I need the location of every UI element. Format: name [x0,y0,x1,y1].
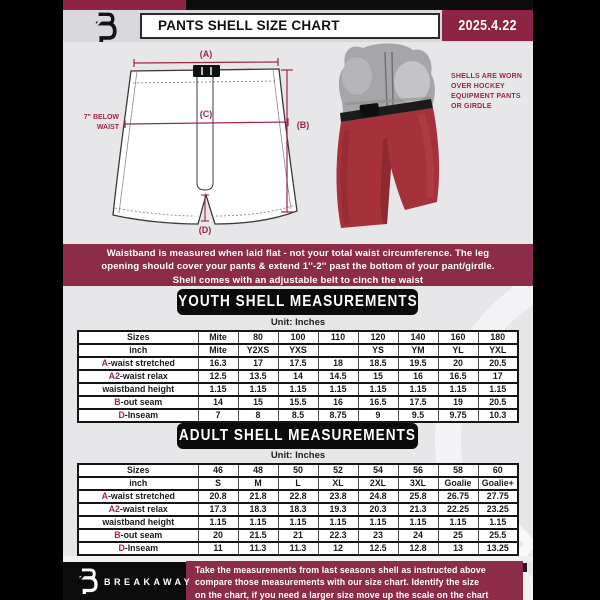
cell: 20.8 [198,490,238,503]
cell: 20 [198,529,238,542]
caption-line: SHELLS ARE WORN [451,73,523,80]
row-label-prefix: A [101,358,108,368]
cell: 58 [438,464,478,477]
cell: 20.5 [478,357,518,370]
row-label: B-out seam [78,529,198,542]
table-row [78,529,518,542]
cell: 50 [278,464,318,477]
cell: YXL [478,344,518,357]
youth-heading-text: YOUTH SHELL MEASUREMENTS [177,293,418,310]
row-label-prefix: A2 [108,371,120,381]
table-row [78,516,518,529]
cell: 20.5 [478,396,518,409]
cell: YL [438,344,478,357]
cell: 8.5 [278,409,318,422]
cell: 12.8 [398,542,438,555]
cell: L [278,477,318,490]
date-text: 2025.4.22 [458,17,517,34]
cell: 16 [318,396,358,409]
cell: 27.75 [478,490,518,503]
cell: 25.8 [398,490,438,503]
cell: Mite [198,331,238,344]
cell: 1.15 [478,516,518,529]
cell: 25.5 [478,529,518,542]
cell: 17.5 [398,396,438,409]
row-label: A2-waist relax [78,370,198,383]
cell: 25 [438,529,478,542]
cell: 13.25 [478,542,518,555]
cell: 48 [238,464,278,477]
row-label-prefix: B [114,397,121,407]
cell: 9.75 [438,409,478,422]
cell: 180 [478,331,518,344]
cell: 22.3 [318,529,358,542]
cell: 9.5 [398,409,438,422]
table-row [78,477,518,490]
cell: 15.5 [278,396,318,409]
cell: 80 [238,331,278,344]
cell: 1.15 [358,383,398,396]
label-a: (A) [199,49,213,59]
row-label: inch [78,344,198,357]
cell: 12 [318,542,358,555]
banner-line: opening should cover your pants & extend 1''-2'' past the bottom of your pant/girdle. [101,261,495,273]
row-label: Sizes [78,464,198,477]
table-row [78,409,518,422]
cell: XL [318,477,358,490]
cell: 1.15 [198,383,238,396]
row-label-prefix: A2 [108,504,120,514]
measure-line-a [134,62,278,63]
top-bar-accent [63,0,186,10]
table-row [78,542,518,555]
cell: 17.5 [278,357,318,370]
row-label: D-Inseam [78,409,198,422]
adult-heading-text: ADULT SHELL MEASUREMENTS [178,427,417,444]
cell: YM [398,344,438,357]
cell: 11 [198,542,238,555]
cell: 17 [478,370,518,383]
caption-line: OR GIRDLE [451,103,492,110]
cell: Mite [198,344,238,357]
cell: 52 [318,464,358,477]
cell: 16.5 [358,396,398,409]
cell: 21.5 [238,529,278,542]
table-row [78,464,518,477]
cell: 22.8 [278,490,318,503]
cell: 16.5 [438,370,478,383]
label-c: (C) [199,109,213,119]
waist-note-line2: WAIST [96,124,119,131]
cell: 17.3 [198,503,238,516]
cell: 12.5 [358,542,398,555]
row-label-prefix: D [118,543,125,553]
row-label: A-waist stretched [78,357,198,370]
cell: 12.5 [198,370,238,383]
cell: YXS [278,344,318,357]
cell: 24.8 [358,490,398,503]
cell: 1.15 [398,516,438,529]
cell: 100 [278,331,318,344]
waist-note-line1: 7" BELOW [83,114,119,121]
cell: 17 [238,357,278,370]
cell: 1.15 [398,383,438,396]
cell: 1.15 [478,383,518,396]
row-label: Sizes [78,331,198,344]
table-row [78,331,518,344]
caption-line: OVER HOCKEY [451,83,505,90]
cell: 140 [398,331,438,344]
table-row [78,357,518,370]
cell: 24 [398,529,438,542]
cell: 9 [358,409,398,422]
banner-line: Waistband is measured when laid flat - not your total waist circumference. The leg [106,248,490,259]
cell: 15 [358,370,398,383]
cell: 7 [198,409,238,422]
row-label: B-out seam [78,396,198,409]
banner-line: Shell comes with an adjustable belt to cinch the waist [172,274,424,286]
table-row [78,490,518,503]
cell: 3XL [398,477,438,490]
cell: 15 [238,396,278,409]
cell: 16 [398,370,438,383]
row-label: inch [78,477,198,490]
row-label-prefix: D [118,410,125,420]
cell: 8.75 [318,409,358,422]
cell: 46 [198,464,238,477]
cell: 21.8 [238,490,278,503]
cell: 21 [278,529,318,542]
cell: 23.8 [318,490,358,503]
cell: 11.3 [278,542,318,555]
cell: 1.15 [358,516,398,529]
table-row [78,344,518,357]
cell: 14 [198,396,238,409]
brand-wordmark: BREAKAWAY [104,577,194,587]
cell: Goalie [438,477,478,490]
cell: 13 [438,542,478,555]
label-d: (D) [198,225,212,235]
cell: 14.5 [318,370,358,383]
cell: 56 [398,464,438,477]
label-b: (B) [296,120,310,130]
cell: 16.3 [198,357,238,370]
cell: 10.3 [478,409,518,422]
cell: 20.3 [358,503,398,516]
cell: 8 [238,409,278,422]
cell: 54 [358,464,398,477]
cell: 18.3 [238,503,278,516]
adult-measurements-table [77,463,519,556]
cell: 2XL [358,477,398,490]
caption-line: EQUIPMENT PANTS [451,93,521,100]
cell: 13.5 [238,370,278,383]
youth-unit-label: Unit: Inches [270,317,326,328]
cell: 160 [438,331,478,344]
waistband-note-banner [63,244,533,286]
cell: 1.15 [198,516,238,529]
size-chart-page [63,0,533,600]
belt-buckle [193,65,220,77]
breakaway-logo-icon [84,11,126,42]
cell: 14 [278,370,318,383]
cell: 1.15 [318,383,358,396]
row-label: waistband height [78,516,198,529]
footer-line: on the chart, if you need a larger size move up the scale on the chart [195,589,489,600]
row-label: A2-waist relax [78,503,198,516]
cell: 20 [438,357,478,370]
youth-section-heading [177,289,418,315]
cell: 60 [478,464,518,477]
cell: 18.5 [358,357,398,370]
footer-line: Take the measurements from last seasons shell as instructed above [195,565,486,575]
cell: 1.15 [438,516,478,529]
cell: 18.3 [278,503,318,516]
footer-line: compare those measurements with our size chart. Identify the size [195,577,480,588]
cell: 11.3 [238,542,278,555]
row-label: waistband height [78,383,198,396]
table-row [78,396,518,409]
youth-measurements-table [77,330,519,423]
cell: 1.15 [438,383,478,396]
cell: 23.25 [478,503,518,516]
cell: 1.15 [278,383,318,396]
row-label: A-waist stretched [78,490,198,503]
cell: 110 [318,331,358,344]
cell: Y2XS [238,344,278,357]
cell: 1.15 [238,516,278,529]
page-title: PANTS SHELL SIZE CHART [140,13,440,39]
photo-caption [451,72,531,112]
cell: S [198,477,238,490]
cell: 18 [318,357,358,370]
cell: 26.75 [438,490,478,503]
breakaway-footer-logo-icon [77,567,98,594]
cell: 19 [438,396,478,409]
cell: 21.3 [398,503,438,516]
cell: 19.3 [318,503,358,516]
shorts-measurement-diagram [83,45,318,237]
cell: 1.15 [278,516,318,529]
adult-section-heading [177,423,418,449]
table-row [78,383,518,396]
table-row [78,503,518,516]
cell [318,344,358,357]
footer-instructions [186,561,523,600]
row-label-prefix: B [114,530,121,540]
cell: 23 [358,529,398,542]
table-row [78,370,518,383]
cell: 1.15 [238,383,278,396]
row-label: D-Inseam [78,542,198,555]
date-badge [442,10,533,41]
adult-unit-label: Unit: Inches [270,450,326,461]
cell: M [238,477,278,490]
cell: 120 [358,331,398,344]
cell: 1.15 [318,516,358,529]
cell: 19.5 [398,357,438,370]
row-label-prefix: A [101,491,108,501]
cell: 22.25 [438,503,478,516]
cell: YS [358,344,398,357]
cell: Goalie+ [478,477,518,490]
footer-notch [523,563,527,572]
shell-photo [333,40,455,232]
